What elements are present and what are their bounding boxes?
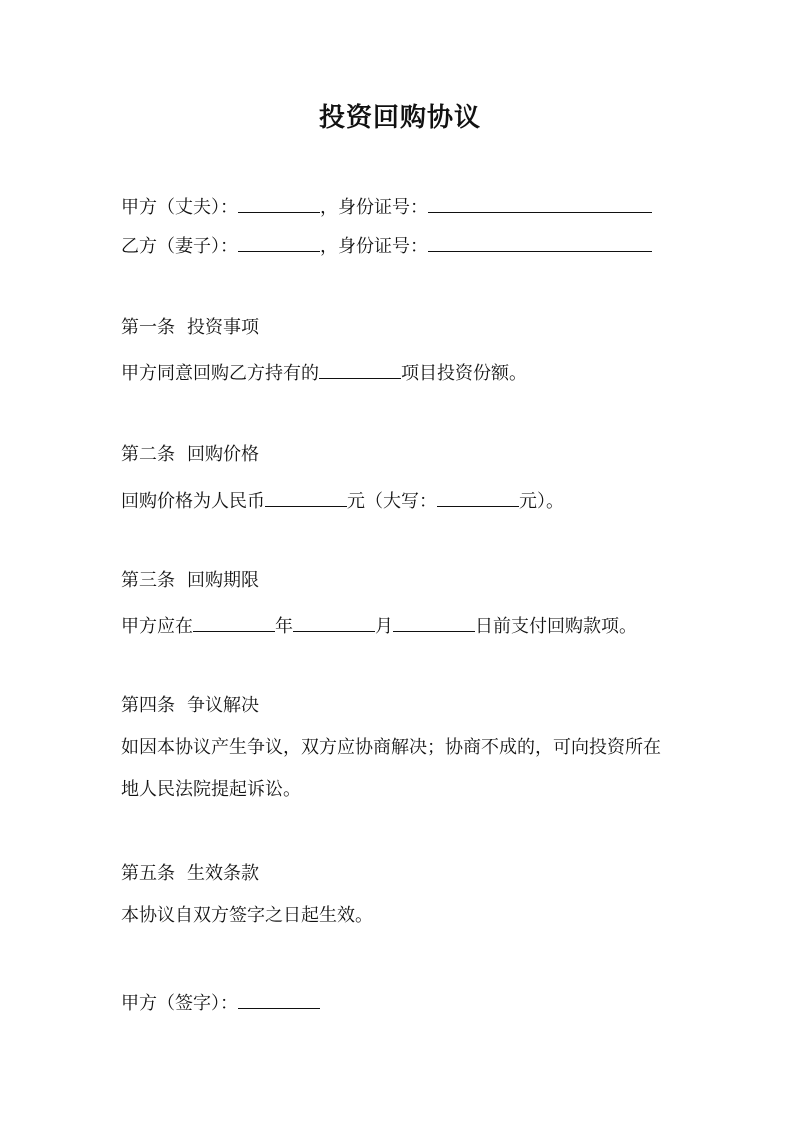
article-4-title: 争议解决 [187,695,259,716]
project-name-blank [319,356,401,379]
signature-blank [238,986,320,1009]
article-5-title: 生效条款 [187,863,259,884]
article-4-body-line-1: 如因本协议产生争议，双方应协商解决；协商不成的，可向投资所在 [121,737,661,758]
article-2-heading [121,441,259,469]
price-number-blank [265,484,347,507]
party-a-id-label: ，身份证号： [320,197,428,218]
article-2-title: 回购价格 [187,444,259,465]
party-a-name-blank [238,190,320,213]
signature-label: 甲方（签字）： [121,993,238,1014]
article-2-number: 第二条 [121,444,175,465]
article-2-body [121,484,564,516]
article-3-text-4: 日前支付回购款项。 [475,616,637,637]
article-2-text-2: 元（大写： [347,491,437,512]
signature-line [121,986,320,1018]
document-title: 投资回购协议 [318,103,481,133]
party-b-line [121,229,652,261]
year-blank [193,609,275,632]
article-1-number: 第一条 [121,317,175,338]
article-1-heading [121,314,259,342]
party-a-id-blank [428,190,652,213]
price-capital-blank [437,484,519,507]
article-2-text-3: 元）。 [519,491,564,512]
article-3-body [121,609,637,641]
article-2-text-1: 回购价格为人民币 [121,491,265,512]
article-1-title: 投资事项 [187,317,259,338]
article-5-body-line-1: 本协议自双方签字之日起生效。 [121,905,373,926]
article-1-body [121,356,527,388]
article-1-text-before: 甲方同意回购乙方持有的 [121,363,319,384]
party-b-id-blank [428,229,652,252]
article-3-number: 第三条 [121,570,175,591]
article-3-text-2: 年 [275,616,293,637]
article-3-text-3: 月 [375,616,393,637]
article-3-text-1: 甲方应在 [121,616,193,637]
month-blank [293,609,375,632]
party-b-id-label: ，身份证号： [320,236,428,257]
article-4-heading [121,692,259,720]
article-4-body-line-2: 地人民法院提起诉讼。 [121,779,301,800]
article-3-title: 回购期限 [187,570,259,591]
party-b-label: 乙方（妻子）： [121,236,238,257]
party-b-name-blank [238,229,320,252]
party-a-label: 甲方（丈夫）： [121,197,238,218]
article-4-number: 第四条 [121,695,175,716]
article-3-heading [121,567,259,595]
article-5-heading [121,860,259,888]
day-blank [393,609,475,632]
article-5-number: 第五条 [121,863,175,884]
article-1-text-after: 项目投资份额。 [401,363,527,384]
party-a-line [121,190,652,222]
